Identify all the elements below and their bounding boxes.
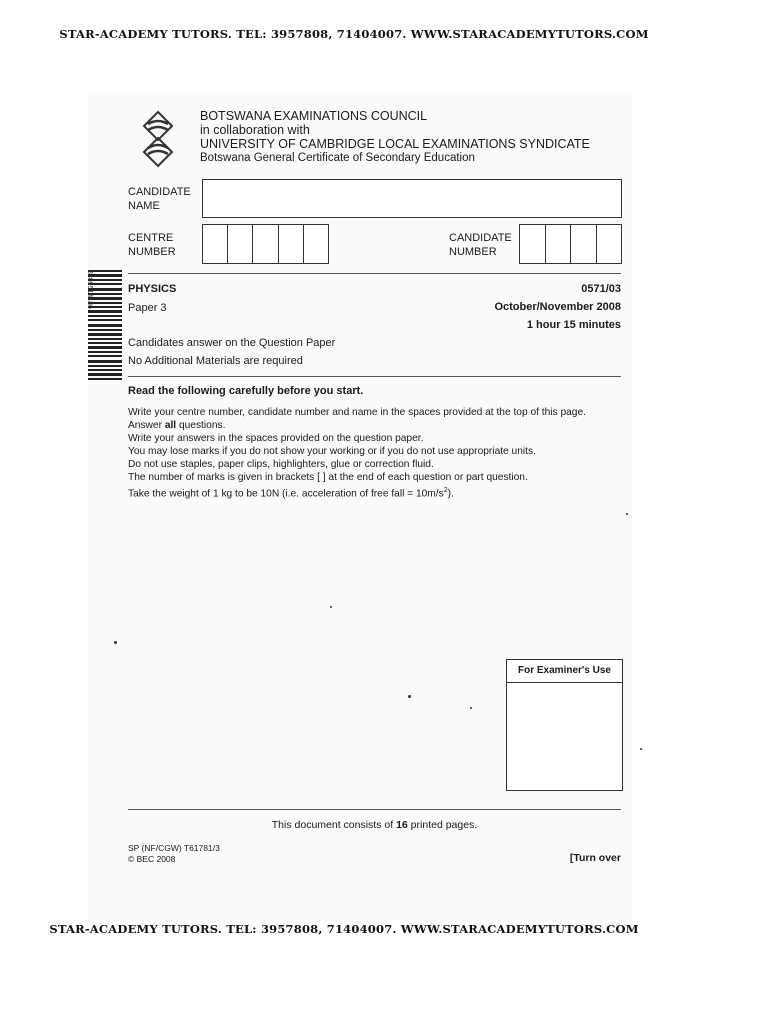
turn-over: [Turn over bbox=[569, 852, 621, 864]
instruction-line: Write your answers in the spaces provided on the question paper. bbox=[128, 433, 424, 444]
candidate-number-label-1: CANDIDATE bbox=[449, 232, 512, 244]
materials-note: No Additional Materials are required bbox=[128, 355, 303, 367]
candidate-name-label-1: CANDIDATE bbox=[128, 186, 191, 198]
examiner-use-box bbox=[506, 659, 623, 791]
divider bbox=[128, 273, 621, 274]
page-count: This document consists of 16 printed pages. bbox=[271, 819, 478, 831]
instruction-line: Do not use staples, paper clips, highlighters, glue or correction fluid. bbox=[128, 459, 434, 470]
divider bbox=[128, 376, 621, 377]
candidate-name-label-2: NAME bbox=[128, 200, 160, 212]
paper-reference: SP (NF/CGW) T61781/3 bbox=[128, 843, 220, 853]
candidate-number-label-2: NUMBER bbox=[449, 246, 497, 258]
bottom-banner: STAR-ACADEMY TUTORS. TEL: 3957808, 71404007. WWW.STARACADEMYTUTORS.COM bbox=[49, 922, 639, 936]
paper-code: 0571/03 bbox=[581, 283, 621, 295]
exam-session: October/November 2008 bbox=[494, 301, 621, 313]
instruction-line: Answer all questions. bbox=[128, 420, 226, 431]
instruction-line: You may lose marks if you do not show your working or if you do not use appropriate units. bbox=[128, 446, 536, 457]
collab-text: in collaboration with bbox=[200, 123, 310, 137]
certificate-name: Botswana General Certificate of Secondary Education bbox=[200, 152, 475, 164]
bec-logo-icon bbox=[138, 110, 178, 168]
barcode-number: 8309514186 bbox=[86, 270, 93, 309]
scan-speck bbox=[408, 695, 411, 698]
council-name: BOTSWANA EXAMINATIONS COUNCIL bbox=[200, 109, 428, 123]
scan-speck bbox=[330, 606, 332, 608]
examiner-use-title: For Examiner's Use bbox=[507, 660, 622, 683]
instructions-list bbox=[128, 406, 628, 500]
candidate-number-field[interactable] bbox=[519, 224, 622, 264]
centre-number-label-2: NUMBER bbox=[128, 246, 176, 258]
centre-number-label-1: CENTRE bbox=[128, 232, 174, 244]
scan-speck bbox=[626, 513, 628, 515]
exam-duration: 1 hour 15 minutes bbox=[526, 319, 621, 331]
instruction-line: The number of marks is given in brackets [ ] at the end of each question or part question. bbox=[128, 472, 528, 483]
scan-speck bbox=[470, 707, 472, 709]
syndicate-name: UNIVERSITY OF CAMBRIDGE LOCAL EXAMINATIONS SYNDICATE bbox=[200, 137, 590, 151]
centre-number-field[interactable] bbox=[202, 224, 329, 264]
paper-number: Paper 3 bbox=[128, 302, 167, 314]
scan-speck bbox=[640, 748, 642, 750]
divider bbox=[128, 809, 621, 810]
candidate-name-field[interactable] bbox=[202, 179, 622, 218]
instructions-heading: Read the following carefully before you start. bbox=[128, 385, 364, 397]
instruction-line: Write your centre number, candidate number and name in the spaces provided at the top of this page. bbox=[128, 407, 586, 418]
copyright: © BEC 2008 bbox=[128, 854, 176, 864]
subject: PHYSICS bbox=[128, 283, 177, 295]
answer-on-paper: Candidates answer on the Question Paper bbox=[128, 337, 336, 349]
top-banner: STAR-ACADEMY TUTORS. TEL: 3957808, 71404007. WWW.STARACADEMYTUTORS.COM bbox=[59, 27, 649, 41]
instruction-line: Take the weight of 1 kg to be 10N (i.e. acceleration of free fall = $10m/s^2$). bbox=[128, 487, 454, 500]
scan-speck bbox=[114, 641, 117, 644]
